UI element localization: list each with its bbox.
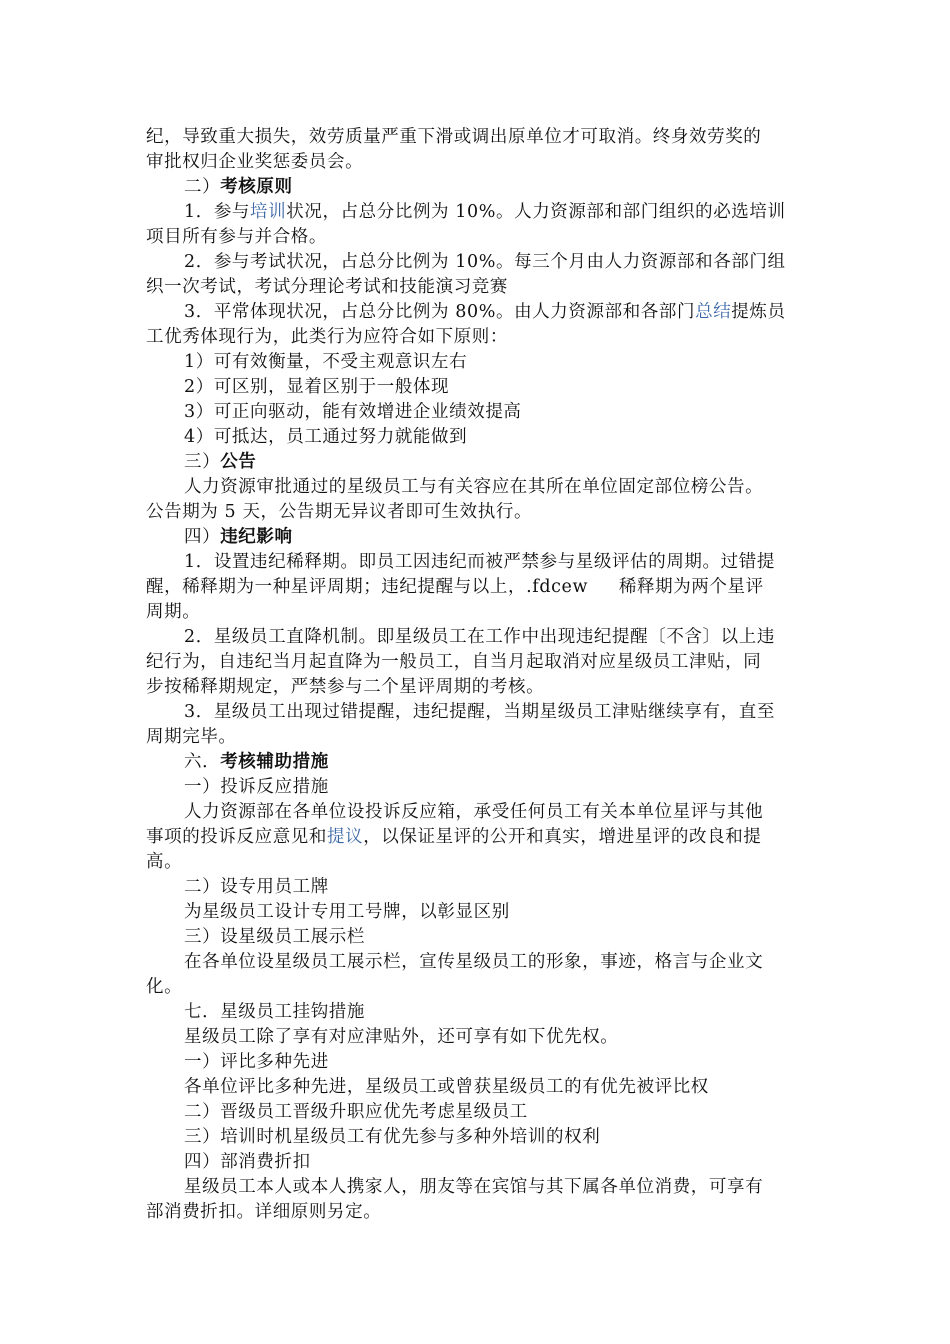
subsection-heading: 二）设专用员工牌	[184, 877, 329, 897]
paragraph-line: 高。	[146, 852, 183, 872]
section-heading	[184, 750, 329, 774]
paragraph-line: 人力资源审批通过的星级员工与有关容应在其所在单位固定部位榜公告。	[184, 477, 764, 497]
subsection-heading: 三）培训时机星级员工有优先参与多种外培训的权利	[184, 1127, 601, 1147]
paragraph-line: 公告期为 5 天，公告期无异议者即可生效执行。	[146, 502, 533, 522]
subsection-heading: 四）部消费折扣	[184, 1152, 311, 1172]
subsection-heading: 三）设星级员工展示栏	[184, 927, 365, 947]
section-heading	[184, 450, 256, 474]
paragraph-line	[146, 825, 761, 849]
text-run: 1．参与	[184, 202, 251, 222]
paragraph-line: 在各单位设星级员工展示栏，宣传星级员工的形象，事迹，格言与企业文	[184, 952, 764, 972]
paragraph-line: 织一次考试，考试分理论考试和技能演习竞赛	[146, 277, 508, 297]
subsection-heading: 一）评比多种先进	[184, 1052, 329, 1072]
text-run: ，以保证星评的公开和真实，增进星评的改良和提	[363, 827, 762, 847]
section-number: 六．	[184, 752, 221, 772]
section-number: 三）	[184, 452, 221, 472]
paragraph-line: 周期。	[146, 602, 201, 622]
list-item: 2）可区别，显着区别于一般体现	[184, 377, 450, 397]
list-item: 1）可有效衡量，不受主观意识左右	[184, 352, 468, 372]
section-heading-text: 公告	[220, 452, 257, 472]
paragraph-line: 纪，导致重大损失，效劳质量严重下滑或调出原单位才可取消。终身效劳奖的	[146, 127, 762, 147]
summary-link[interactable]: 总结	[695, 302, 732, 322]
paragraph-line: 醒，稀释期为一种星评周期；违纪提醒与以上，.fdcew 稀释期为两个星评	[146, 577, 764, 597]
paragraph-line: 人力资源部在各单位设投诉反应箱，承受任何员工有关本单位星评与其他	[184, 802, 764, 822]
paragraph-line: 2．星级员工直降机制。即星级员工在工作中出现违纪提醒〔不含〕以上违	[184, 627, 775, 647]
paragraph-line: 各单位评比多种先进，星级员工或曾获星级员工的有优先被评比权	[184, 1077, 709, 1097]
section-heading-text: 违纪影响	[220, 527, 293, 547]
paragraph-line: 1．设置违纪稀释期。即员工因违纪而被严禁参与星级评估的周期。过错提	[184, 552, 775, 572]
paragraph-line: 星级员工本人或本人携家人，朋友等在宾馆与其下属各单位消费，可享有	[184, 1177, 764, 1197]
paragraph-line: 部消费折扣。详细原则另定。	[146, 1202, 382, 1222]
section-heading	[184, 175, 293, 199]
text-run: 状况，占总分比例为 10%。人力资源部和部门组织的必选培训	[286, 202, 786, 222]
subsection-heading: 二）晋级员工晋级升职应优先考虑星级员工	[184, 1102, 528, 1122]
suggestion-link[interactable]: 提议	[327, 827, 364, 847]
subsection-heading: 一）投诉反应措施	[184, 777, 329, 797]
list-item: 4）可抵达，员工通过努力就能做到	[184, 427, 468, 447]
section-heading	[184, 525, 293, 549]
paragraph-line	[184, 300, 786, 324]
paragraph-line: 周期完毕。	[146, 727, 237, 747]
paragraph-line: 纪行为，自违纪当月起直降为一般员工，自当月起取消对应星级员工津贴，同	[146, 652, 762, 672]
paragraph-line: 项目所有参与并合格。	[146, 227, 327, 247]
section-number: 二）	[184, 177, 221, 197]
paragraph-line: 为星级员工设计专用工号牌，以彰显区别	[184, 902, 510, 922]
paragraph-line: 2．参与考试状况，占总分比例为 10%。每三个月由人力资源部和各部门组	[184, 252, 786, 272]
paragraph-line: 工优秀体现行为，此类行为应符合如下原则：	[146, 327, 508, 347]
paragraph-line: 步按稀释期规定，严禁参与二个星评周期的考核。	[146, 677, 545, 697]
section-heading: 七．星级员工挂钩措施	[184, 1002, 365, 1022]
list-item: 3）可正向驱动，能有效增进企业绩效提高	[184, 402, 522, 422]
section-number: 四）	[184, 527, 221, 547]
training-link[interactable]: 培训	[250, 202, 287, 222]
section-heading-text: 考核原则	[220, 177, 293, 197]
paragraph-line: 审批权归企业奖惩委员会。	[146, 152, 364, 172]
text-run: 事项的投诉反应意见和	[146, 827, 327, 847]
paragraph-line: 3．星级员工出现过错提醒，违纪提醒，当期星级员工津贴继续享有，直至	[184, 702, 775, 722]
paragraph-line	[184, 200, 786, 224]
paragraph-line: 星级员工除了享有对应津贴外，还可享有如下优先权。	[184, 1027, 619, 1047]
text-run: 3．平常体现状况，占总分比例为 80%。由人力资源部和各部门	[184, 302, 696, 322]
paragraph-line: 化。	[146, 977, 183, 997]
text-run: 提炼员	[731, 302, 786, 322]
section-heading-text: 考核辅助措施	[220, 752, 329, 772]
